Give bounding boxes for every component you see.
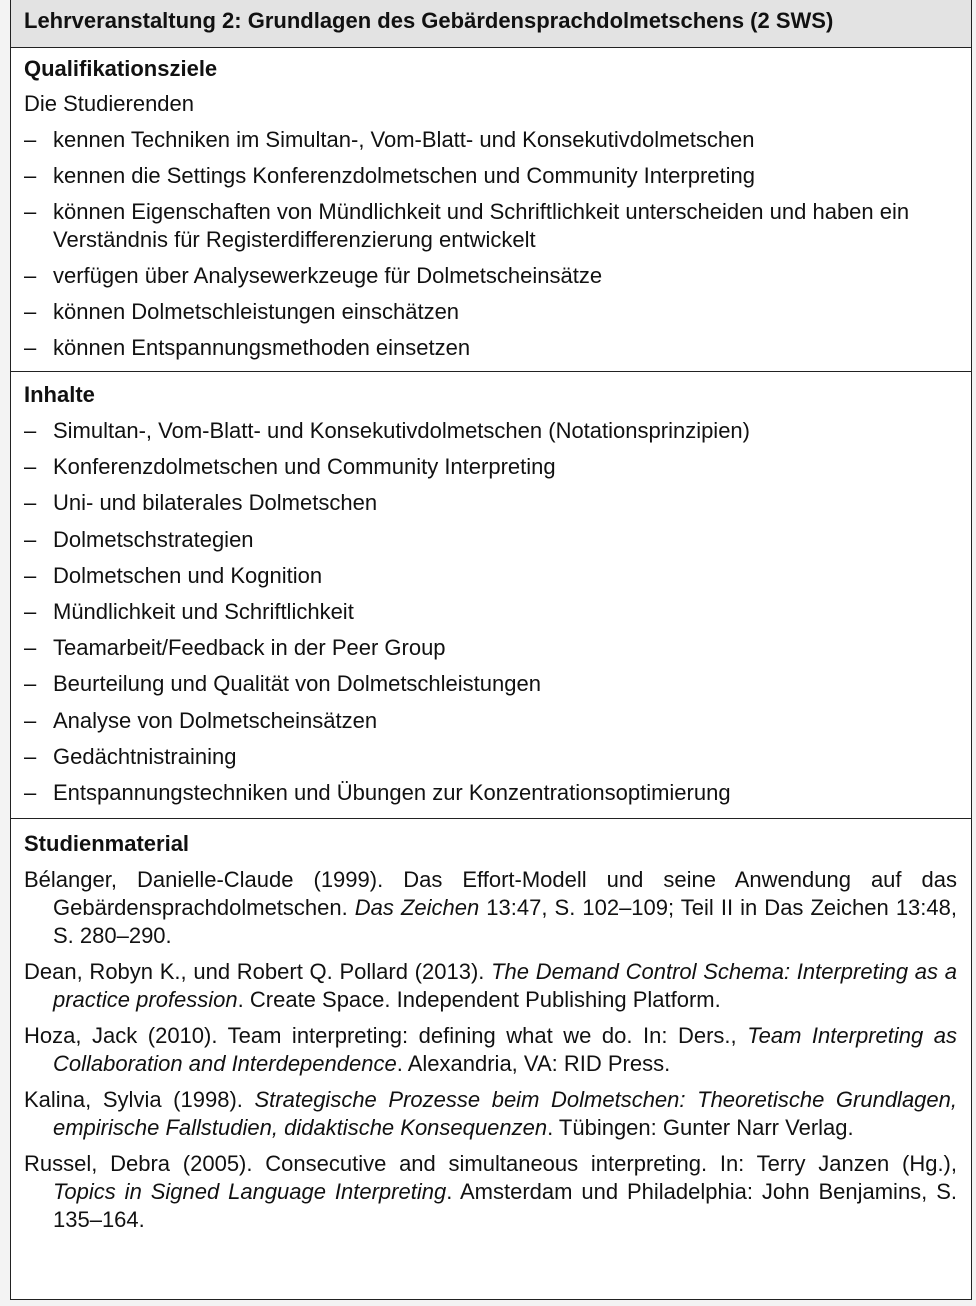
reference-text: . Create Space. Independent Publishing Platform.: [237, 987, 721, 1012]
reference-text: Russel, Debra (2005). Consecutive and simultaneous interpreting. In: Terry Janzen (Hg.),: [24, 1151, 957, 1176]
list-item: – Analyse von Dolmetscheinsätzen: [24, 707, 957, 735]
list-item: – Dolmetschstrategien: [24, 526, 957, 554]
document-table: [10, 0, 972, 1300]
section-title: Qualifikationsziele: [24, 56, 218, 81]
list-item: – können Entspannungsmethoden einsetzen: [24, 334, 957, 362]
reference-text: Kalina, Sylvia (1998).: [24, 1087, 255, 1112]
list-item: – kennen Techniken im Simultan-, Vom-Blatt- und Konsekutivdolmetschen: [24, 126, 957, 154]
section-studienmaterial: [11, 819, 971, 1299]
list-item: – Uni- und bilaterales Dolmetschen: [24, 489, 957, 517]
goal-list: [24, 126, 957, 362]
reference-italic: Team Interpreting as Collaboration and Interdependence: [53, 1023, 957, 1076]
reference-italic: Das Zeichen: [354, 895, 480, 920]
list-item: – verfügen über Analysewerkzeuge für Dolmetscheinsätze: [24, 262, 957, 290]
reference-text: Bélanger, Danielle-Claude (1999). Das Effort-Modell und seine Anwendung auf das Gebärdensprachdolmetschen.: [24, 867, 957, 920]
list-item: – Teamarbeit/Feedback in der Peer Group: [24, 634, 957, 662]
reference-text: . Tübingen: Gunter Narr Verlag.: [547, 1115, 854, 1140]
section-title: Studienmaterial: [24, 831, 190, 856]
list-item: – Entspannungstechniken und Übungen zur Konzentrationsoptimierung: [24, 779, 957, 807]
reference-entry: [24, 1086, 957, 1142]
list-item: – Gedächtnistraining: [24, 743, 957, 771]
reference-italic: Strategische Prozesse beim Dolmetschen: Theoretische Grundlagen, empirische Fallstudien, didaktische Konsequenzen: [53, 1087, 957, 1140]
list-item: – Konferenzdolmetschen und Community Interpreting: [24, 453, 957, 481]
reference-text: 13:47, S. 102–109; Teil II in Das Zeichen 13:48, S. 280–290.: [53, 895, 957, 948]
section-inhalte: [11, 372, 971, 819]
list-item: – Dolmetschen und Kognition: [24, 562, 957, 590]
list-item: – können Dolmetschleistungen einschätzen: [24, 298, 957, 326]
reference-entry: [24, 866, 957, 950]
reference-italic: Topics in Signed Language Interpreting: [53, 1179, 447, 1204]
reference-text: . Alexandria, VA: RID Press.: [396, 1051, 671, 1076]
list-item: – können Eigenschaften von Mündlichkeit und Schriftlichkeit unterscheiden und haben ein Verständnis für Registerdifferenzierung entwickelt: [24, 198, 957, 254]
reference-text: . Amsterdam und Philadelphia: John Benjamins, S. 135–164.: [53, 1179, 957, 1232]
course-title: Lehrveranstaltung 2: Grundlagen des Gebärdensprachdolmetschens (2 SWS): [11, 0, 971, 48]
reference-italic: The Demand Control Schema: Interpreting as a practice profession: [53, 959, 957, 1012]
reference-text: Hoza, Jack (2010). Team interpreting: defining what we do. In: Ders.,: [24, 1023, 748, 1048]
list-item: – Mündlichkeit und Schriftlichkeit: [24, 598, 957, 626]
list-item: – kennen die Settings Konferenzdolmetschen und Community Interpreting: [24, 162, 957, 190]
section-title: Inhalte: [24, 382, 95, 407]
section-intro: Die Studierenden: [24, 91, 195, 116]
content-list: [24, 417, 957, 807]
reference-entry: [24, 1150, 957, 1234]
reference-entry: [24, 1022, 957, 1078]
section-qualifikationsziele: [11, 48, 971, 372]
reference-text: Dean, Robyn K., und Robert Q. Pollard (2013).: [24, 959, 492, 984]
list-item: – Beurteilung und Qualität von Dolmetschleistungen: [24, 670, 957, 698]
reference-entry: [24, 958, 957, 1014]
list-item: – Simultan-, Vom-Blatt- und Konsekutivdolmetschen (Notationsprinzipien): [24, 417, 957, 445]
